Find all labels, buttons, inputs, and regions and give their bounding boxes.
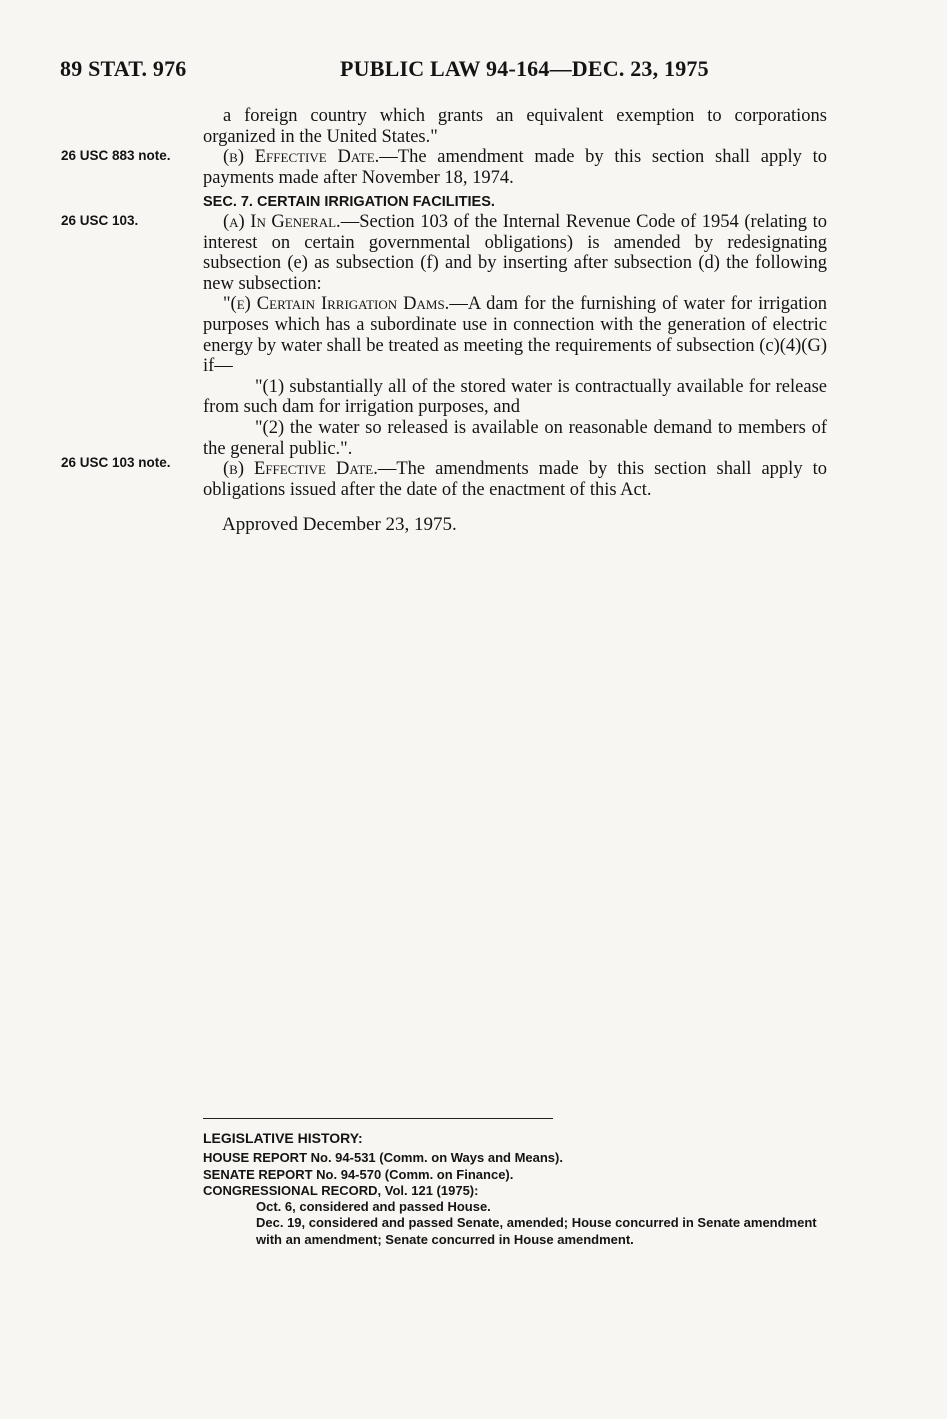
- body-text-block-1: [203, 106, 827, 188]
- clause-1: "(1) substantially all of the stored water is contractually available for release from such dam for irrigation purposes, and: [203, 376, 827, 418]
- section-heading: SEC. 7. CERTAIN IRRIGATION FACILITIES.: [203, 194, 495, 210]
- in-general-paragraph: (a) In General.—Section 103 of the Internal Revenue Code of 1954 (relating to interest on certain governmental obligations) is amended by redesignating subsection (e) as subsection (f) and by inserting after subsection (d) the following new subsection:: [203, 212, 828, 294]
- senate-passed-line: Dec. 19, considered and passed Senate, amended; House concurred in Senate amendment with an amendment; Senate concurred in House amendment.: [256, 1215, 817, 1247]
- congressional-record-line: CONGRESSIONAL RECORD, Vol. 121 (1975):: [203, 1182, 479, 1198]
- body-text-block-2: [203, 192, 827, 213]
- margin-note-103: 26 USC 103.: [61, 213, 139, 228]
- body-text-block-3: [203, 212, 827, 500]
- continued-paragraph: a foreign country which grants an equivalent exemption to corporations organized in the United States.": [203, 106, 827, 147]
- effective-date-paragraph-1: (b) Effective Date.—The amendment made by this section shall apply to payments made after November 18, 1974.: [203, 147, 827, 188]
- senate-report-line: SENATE REPORT No. 94-570 (Comm. on Finance).: [203, 1166, 514, 1182]
- divider-rule: [203, 1118, 553, 1119]
- legislative-history: [203, 1130, 828, 1248]
- page-title: PUBLIC LAW 94-164—DEC. 23, 1975: [340, 56, 709, 81]
- margin-note-103-note: 26 USC 103 note.: [61, 455, 171, 470]
- legislative-history-title: LEGISLATIVE HISTORY:: [203, 1130, 363, 1146]
- house-report-line: HOUSE REPORT No. 94-531 (Comm. on Ways and Means).: [203, 1150, 563, 1166]
- margin-note-883: 26 USC 883 note.: [61, 148, 171, 163]
- effective-date-paragraph-2: (b) Effective Date.—The amendments made by this section shall apply to obligations issued after the date of the enactment of this Act.: [203, 459, 827, 500]
- page-stat-number: 89 STAT. 976: [60, 56, 187, 81]
- irrigation-dams-paragraph: "(e) Certain Irrigation Dams.—A dam for the furnishing of water for irrigation purposes which has a subordinate use in connection with the generation of electric energy by water shall be treated as meeting the requirements of subsection (c)(4)(G) if—: [203, 294, 827, 377]
- house-passed-line: Oct. 6, considered and passed House.: [256, 1199, 491, 1215]
- approval-date: Approved December 23, 1975.: [222, 514, 457, 535]
- clause-2: "(2) the water so released is available on reasonable demand to members of the general public.".: [203, 417, 827, 459]
